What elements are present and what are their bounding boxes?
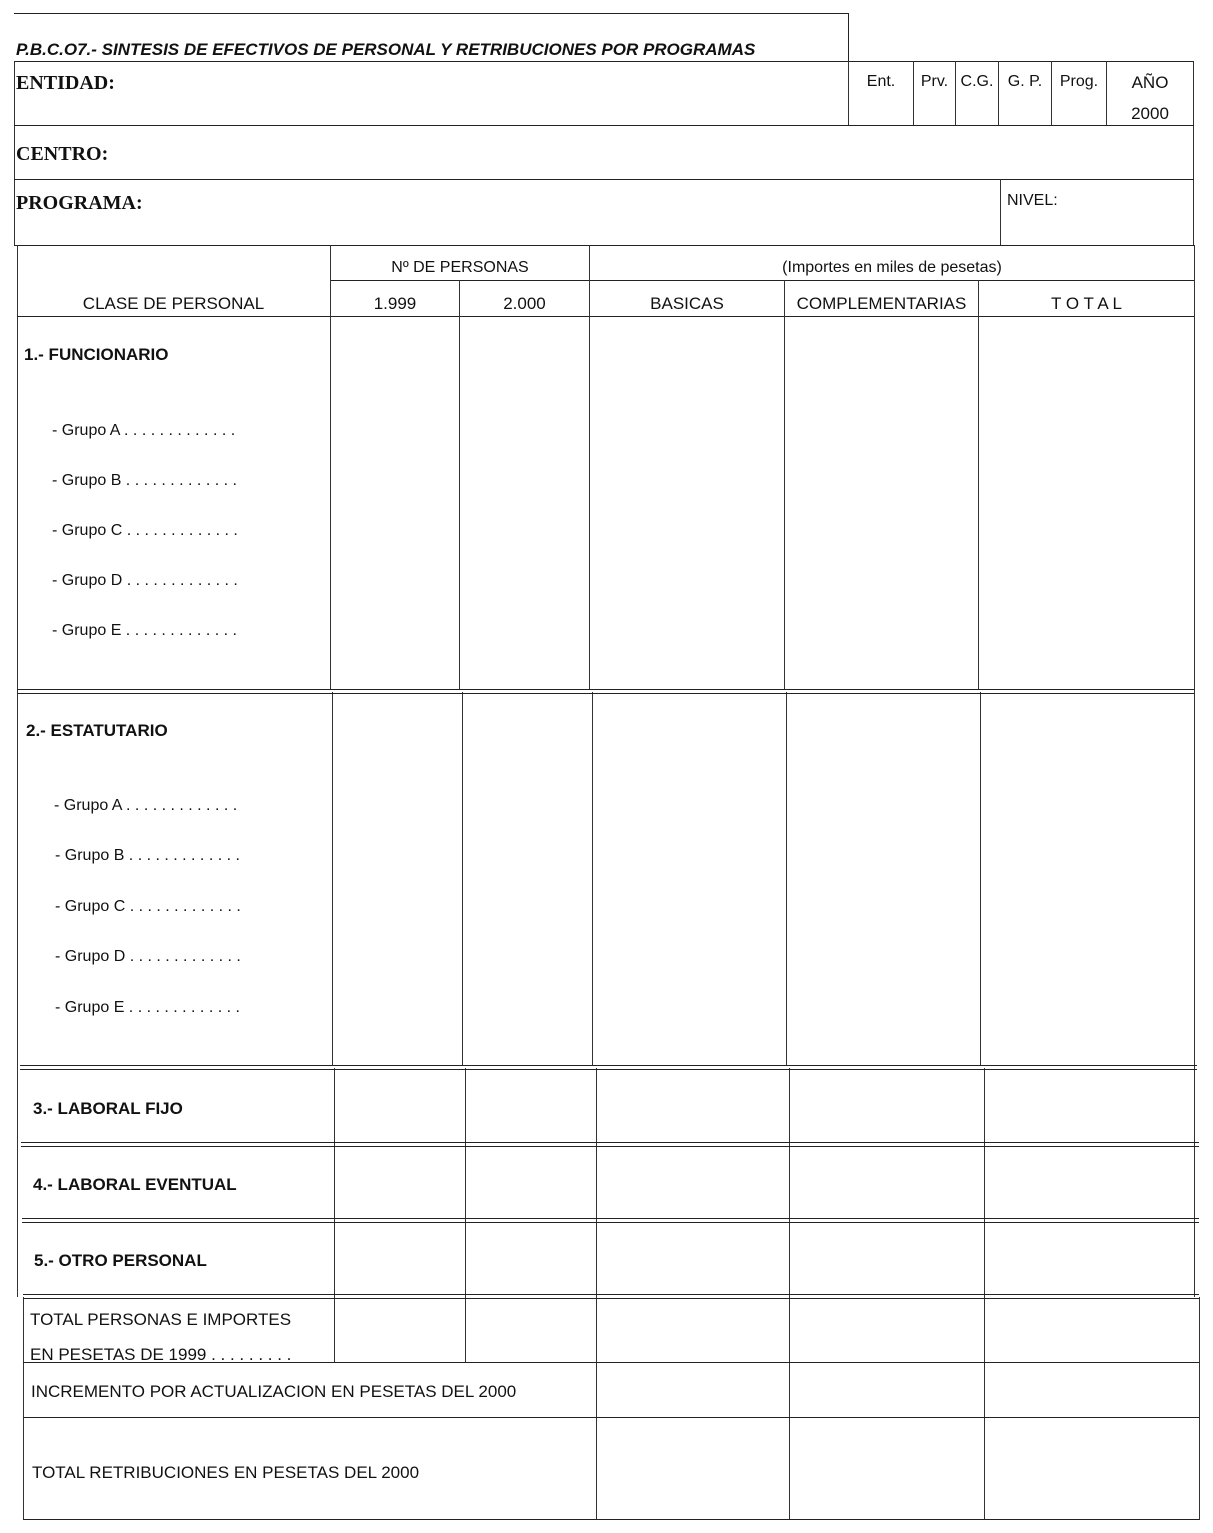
funcionario-grupo-b: - Grupo B . . . . . . . . . . . . . [52,472,237,489]
col-importes-group: (Importes en miles de pesetas) [782,259,1002,276]
code-prv: Prv. [920,73,949,90]
estatutario-grupo-b: - Grupo B . . . . . . . . . . . . . [55,847,240,864]
total-2000-label: TOTAL RETRIBUCIONES EN PESETAS DEL 2000 [32,1463,420,1482]
section-laboral-fijo: 3.- LABORAL FIJO [33,1099,183,1118]
col-2000: 2.000 [503,294,546,313]
col-complementarias: COMPLEMENTARIAS [796,294,967,313]
nivel-label: NIVEL: [1007,192,1058,209]
form-title [16,41,755,58]
funcionario-grupo-e: - Grupo E . . . . . . . . . . . . . [52,622,237,639]
form-code: P.B.C.O7.- [16,40,97,59]
incremento-label: INCREMENTO POR ACTUALIZACION EN PESETAS DEL 2000 [31,1382,517,1401]
col-total: T O T A L [1051,294,1122,313]
col-basicas: BASICAS [650,294,724,313]
funcionario-grupo-c: - Grupo C . . . . . . . . . . . . . [52,522,238,539]
entidad-label: ENTIDAD: [16,72,115,94]
programa-label: PROGRAMA: [16,192,143,214]
estatutario-grupo-a: - Grupo A . . . . . . . . . . . . . [54,797,238,814]
section-estatutario: 2.- ESTATUTARIO [26,721,168,740]
form-title-text: SINTESIS DE EFECTIVOS DE PERSONAL Y RETRIBUCIONES POR PROGRAMAS [101,40,756,59]
funcionario-grupo-a: - Grupo A . . . . . . . . . . . . . [52,422,236,439]
code-ent: Ent. [866,73,896,90]
section-laboral-eventual: 4.- LABORAL EVENTUAL [33,1175,237,1194]
section-otro-personal: 5.- OTRO PERSONAL [34,1251,207,1270]
total-1999-line1: TOTAL PERSONAS E IMPORTES [30,1310,292,1329]
year-label: AÑO [1131,73,1169,92]
centro-label: CENTRO: [16,143,109,165]
estatutario-grupo-c: - Grupo C . . . . . . . . . . . . . [55,898,241,915]
col-personas-group: Nº DE PERSONAS [391,259,529,276]
estatutario-grupo-d: - Grupo D . . . . . . . . . . . . . [55,948,241,965]
section-funcionario: 1.- FUNCIONARIO [24,345,169,364]
code-prog: Prog. [1059,73,1099,90]
estatutario-grupo-e: - Grupo E . . . . . . . . . . . . . [55,999,240,1016]
code-gp: G. P. [1007,73,1043,90]
year-value: 2000 [1131,104,1169,123]
code-cg: C.G. [960,73,994,90]
total-1999-line2: EN PESETAS DE 1999 . . . . . . . . . [30,1345,292,1364]
col-1999: 1.999 [373,294,417,313]
funcionario-grupo-d: - Grupo D . . . . . . . . . . . . . [52,572,238,589]
col-clase: CLASE DE PERSONAL [82,294,265,313]
